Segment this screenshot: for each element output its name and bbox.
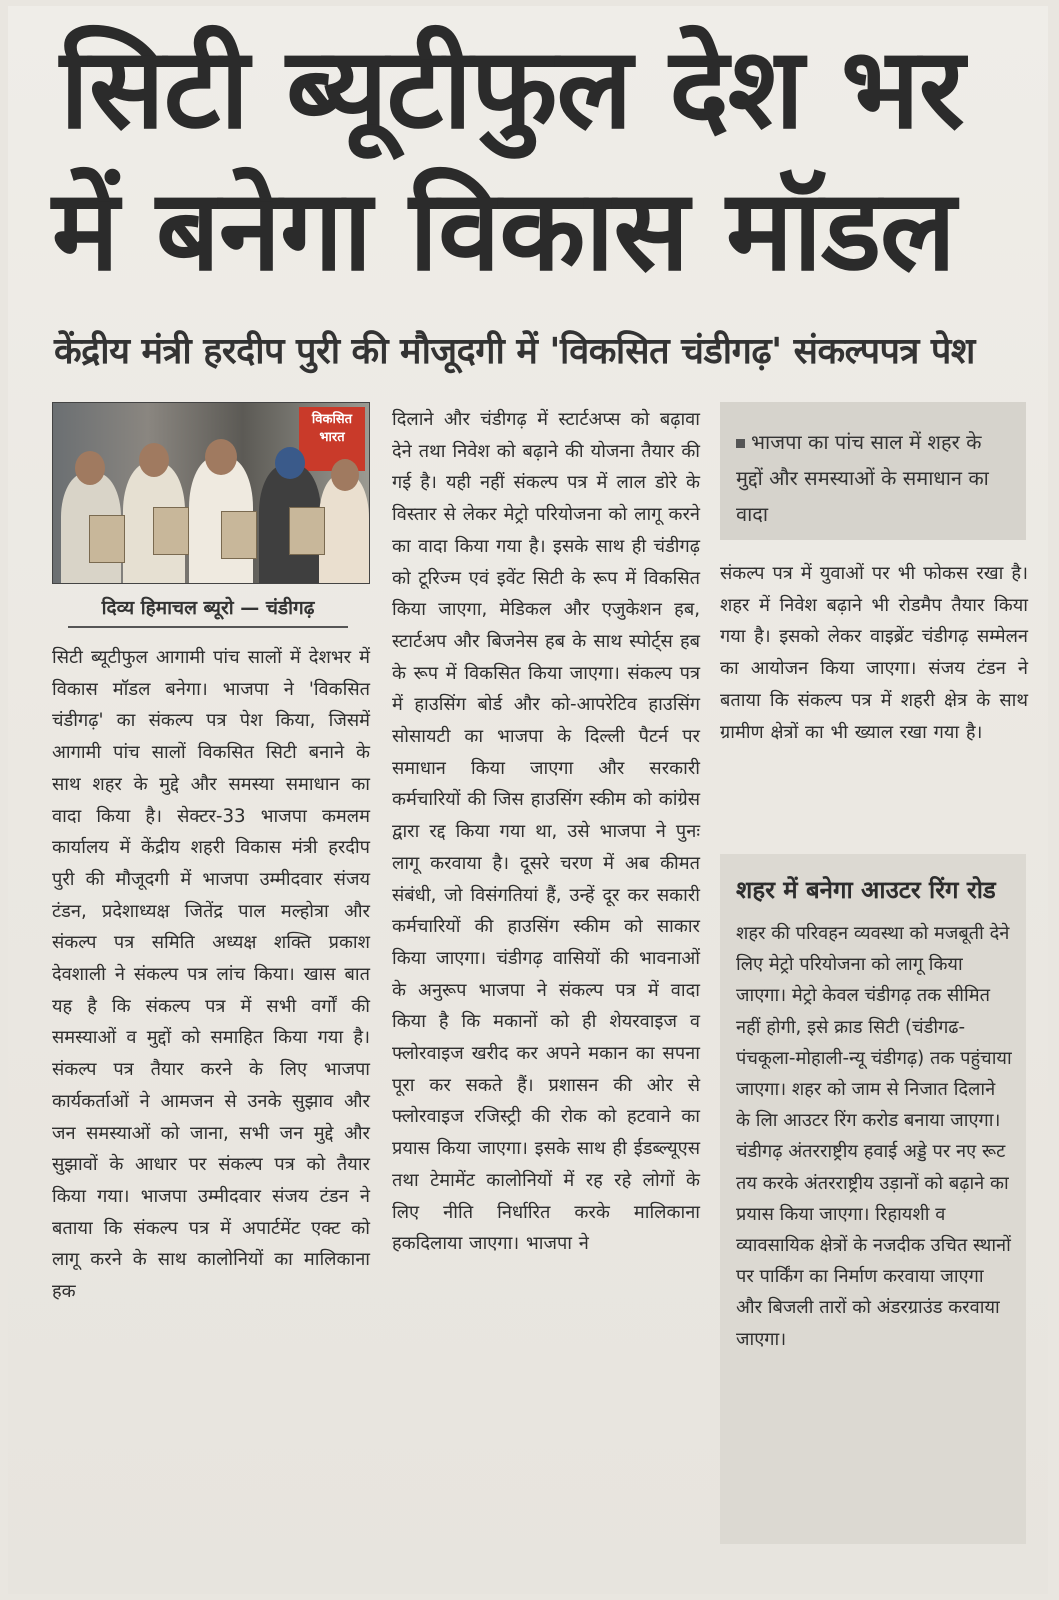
photo-head bbox=[75, 451, 105, 485]
photo-head bbox=[275, 447, 305, 479]
article-column-2: दिलाने और चंडीगढ़ में स्टार्टअप्स को बढ़ावा देने तथा निवेश को बढ़ाने की योजना तैयार की गई है। यही नहीं संकल्प पत्र में लाल डोरे के विस्तार से लेकर मेट्रो परियोजना को लागू करने का वादा किया गया है। इसके साथ ही चंडीगढ़ को टूरिज्म एवं इवेंट सिटी के रूप में विकसित किया जाएगा, मेडिकल और एजुकेशन हब, स्टार्टअप और बिजनेस हब के साथ स्पोर्ट्स हब के रूप में विकसित किया जाएगा। संकल्प पत्र में हाउसिंग बोर्ड और को-आपरेटिव हाउसिंग सोसायटी का भाजपा के दिल्ली पैटर्न पर समाधान किया जाएगा और सरकारी कर्मचारियों की जिस हाउसिंग स्कीम को कांग्रेस द्वारा रद्द किया गया था, उसे भाजपा ने पुनः लागू करवाया है। दूसरे चरण में अब कीमत संबंधी, जो विसंगतियां हैं, उन्हें दूर कर सकारी कर्मचारियों की हाउसिंग स्कीम को साकार किया जाएगा। चंडीगढ़ वासियों की भावनाओं के अनुरूप भाजपा ने संकल्प पत्र में वादा किया है कि मकानों को ही शेयरवाइज व फ्लोरवाइज खरीद कर अपने मकान का सपना पूरा कर सकते हैं। प्रशासन की ओर से फ्लोरवाइज रजिस्ट्री की रोक को हटवाने का प्रयास किया जाएगा। इसके साथ ही ईडब्ल्यूएस तथा टेमामेंट कालोनियों में रह रहे लोगों के लिए नीति निर्धारित करके मालिकाना हकदिलाया जाएगा। भाजपा ने bbox=[392, 409, 700, 1255]
photo-booklet bbox=[153, 507, 189, 555]
sidebar-box bbox=[720, 854, 1026, 1544]
news-photo bbox=[52, 402, 370, 584]
photo-booklet bbox=[289, 507, 325, 555]
subheadline: केंद्रीय मंत्री हरदीप पुरी की मौजूदगी में 'विकसित चंडीगढ़' संकल्पपत्र पेश bbox=[54, 331, 975, 372]
photo-head bbox=[139, 443, 169, 477]
photo-booklet bbox=[89, 515, 125, 563]
article-column-1: सिटी ब्यूटीफुल आगामी पांच सालों में देशभर में विकास मॉडल बनेगा। भाजपा ने 'विकसित चंडीगढ़' का संकल्प पत्र पेश किया, जिसमें आगामी पांच सालों विकसित सिटी बनाने के साथ शहर के मुद्दे और समस्या समाधान का वादा किया है। सेक्टर-33 भाजपा कमलम कार्यालय में केंद्रीय शहरी विकास मंत्री हरदीप पुरी की मौजूदगी में भाजपा उम्मीदवार संजय टंडन, प्रदेशाध्यक्ष जितेंद्र पाल मल्होत्रा और संकल्प पत्र समिति अध्यक्ष शक्ति प्रकाश देवशाली ने संकल्प पत्र लांच किया। खास बात यह है कि संकल्प पत्र में सभी वर्गों की समस्याओं व मुद्दों को समाहित किया गया है। संकल्प पत्र तैयार करने के लिए भाजपा कार्यकर्ताओं ने आमजन से उनके सुझाव और जन समस्याओं को जाना, सभी जन मुद्दे और सुझावों के आधार पर संकल्प पत्र को तैयार किया गया। भाजपा उम्मीदवार संजय टंडन ने बताया कि संकल्प पत्र में अपार्टमेंट एक्ट को लागू करने के साथ कालोनियों का मालिकाना हक bbox=[52, 647, 370, 1303]
headline-line-1: सिटी ब्यूटीफुल देश भर bbox=[60, 24, 964, 154]
sidebar-title: शहर में बनेगा आउटर रिंग रोड bbox=[736, 876, 996, 904]
byline: दिव्य हिमाचल ब्यूरो — चंडीगढ़ bbox=[68, 594, 348, 628]
sidebar-text: शहर की परिवहन व्यवस्था को मजबूती देने लिए मेट्रो परियोजना को लागू किया जाएगा। मेट्रो केवल चंडीगढ़ तक सीमित नहीं होगी, इसे क्राड सिटी (चंडीगढ-पंचकूला-मोहाली-न्यू चंडीगढ़) तक पहुंचाया जाएगा। शहर को जाम से निजात दिलाने के लिा आउटर रिंग करोड बनाया जाएगा। चंडीगढ़ अंतरराष्ट्रीय हवाई अड्डे पर नए रूट तय करके अंतरराष्ट्रीय उड़ानों को बढ़ाने का प्रयास किया जाएगा। रिहायशी व व्यावसायिक क्षेत्रों के नजदीक उचित स्थानों पर पार्किंग का निर्माण करवाया जाएगा और बिजली तारों को अंडरग्राउंड करवाया जाएगा। bbox=[736, 923, 1012, 1350]
headline-line-2: में बनेगा विकास मॉडल bbox=[52, 166, 955, 296]
newspaper-page bbox=[8, 6, 1048, 1594]
bullet-square-icon bbox=[736, 439, 745, 448]
photo-head bbox=[205, 439, 237, 475]
photo-head bbox=[331, 459, 359, 491]
photo-banner: विकसित भारत bbox=[299, 407, 365, 471]
article-column-3: संकल्प पत्र में युवाओं पर भी फोकस रखा है। शहर में निवेश बढ़ाने भी रोडमैप तैयार किया गया है। इसको लेकर वाइब्रेंट चंडीगढ़ सम्मेलन का आयोजन किया जाएगा। संजय टंडन ने बताया कि संकल्प पत्र में शहरी क्षेत्र के साथ ग्रामीण क्षेत्रों का भी ख्याल रखा गया है। bbox=[720, 563, 1028, 743]
photo-booklet bbox=[221, 511, 257, 559]
photo-person bbox=[319, 475, 369, 583]
highlight-text: भाजपा का पांच साल में शहर के मुद्दों और समस्याओं के समाधान का वादा bbox=[736, 430, 989, 526]
highlight-box bbox=[720, 402, 1026, 540]
